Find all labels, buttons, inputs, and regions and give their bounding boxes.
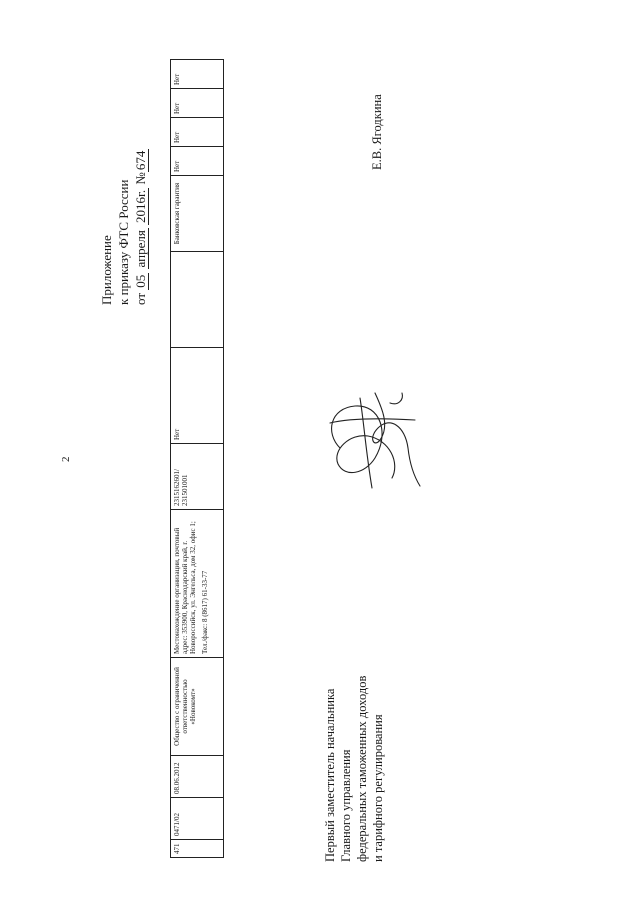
signatory-line-3: федеральных таможенных доходов <box>355 675 369 862</box>
annex-number-prefix: № <box>133 172 148 185</box>
cell-address <box>171 510 224 658</box>
signatory-title <box>322 676 386 862</box>
cell-organization: Общество с ограниченной ответственностью «Новокомт» <box>171 658 224 756</box>
annex-title: Приложение <box>99 235 114 305</box>
address-text: Местонахождение организации, почтовый адрес: 353900, Краснодарский край, г. Новороссийск, ул. Энгельса, дом 32, офис 1; <box>173 521 197 654</box>
registry-table <box>170 60 224 858</box>
annex-order-ref: к приказу ФТС России <box>116 179 131 305</box>
annex-number: 674 <box>133 150 148 171</box>
annex-month: апреля <box>133 230 148 268</box>
annex-day: 05 <box>133 274 148 288</box>
signer-name: Е.В. Ягодкина <box>370 94 384 170</box>
signatory-line-1: Первый заместитель начальника <box>323 688 337 862</box>
page-number: 2 <box>60 456 72 462</box>
annex-date-line <box>132 149 149 305</box>
cell-col-c: Нет <box>171 89 224 118</box>
signatory-line-2: Главного управления <box>339 749 353 862</box>
annex-from-prefix: от <box>133 292 148 305</box>
table-row <box>171 60 224 858</box>
cell-col-b: Нет <box>171 118 224 147</box>
cell-col-d: Нет <box>171 60 224 89</box>
cell-reg-number: 0471/02 <box>171 798 224 840</box>
annex-year: 2016г. <box>133 189 148 223</box>
handwritten-signature <box>320 378 430 498</box>
cell-branches: Нет <box>171 348 224 444</box>
cell-guarantee: Банковская гарантия <box>171 176 224 252</box>
cell-empty <box>171 252 224 348</box>
signatory-line-4: и тарифного регулирования <box>371 714 385 862</box>
cell-col-a: Нет <box>171 147 224 176</box>
cell-date: 08.06.2012 <box>171 756 224 798</box>
annex-header <box>98 149 149 305</box>
phone-text: Тел./факс: 8 (8617) 61-33-77 <box>201 570 209 654</box>
cell-index: 471 <box>171 840 224 858</box>
cell-inn-kpp: 2315162601/ 231501001 <box>171 444 224 510</box>
